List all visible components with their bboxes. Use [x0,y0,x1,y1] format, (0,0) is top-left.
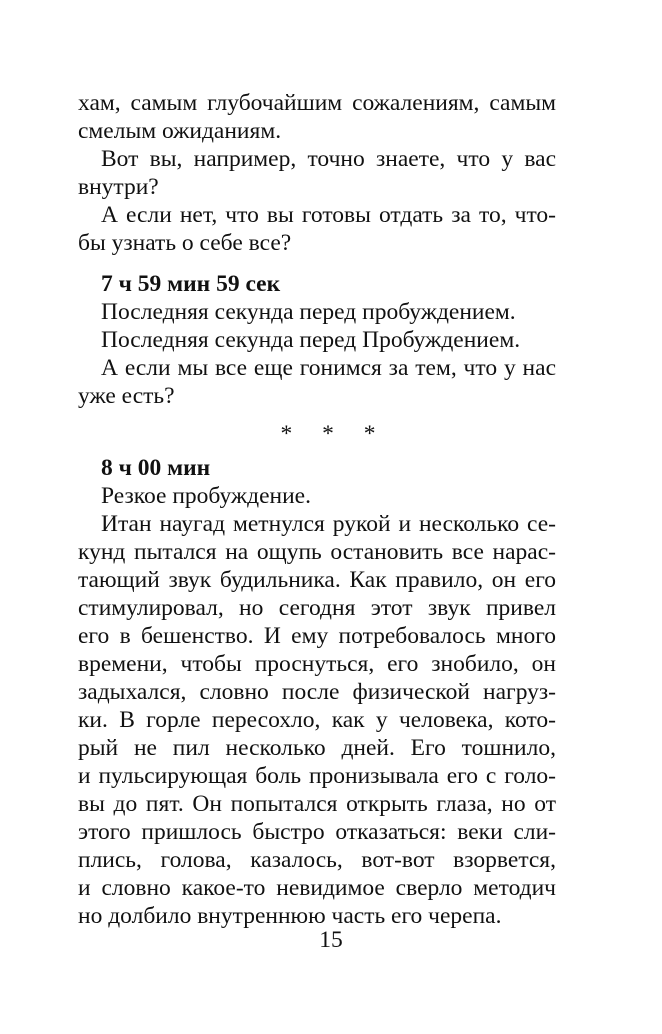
text-line: А если мы все еще гонимся за тем, что у нас [101,355,556,381]
text-line: Резкое пробуждение. [101,483,311,509]
text-line: времени, чтобы проснуться, его знобило, он [78,651,556,677]
text-line: Последняя секунда перед пробуждением. [101,299,516,325]
section-separator: * * * [280,421,388,447]
text-line: плись, голова, казалось, вот-вот взорвется, [78,847,556,873]
text-line: Вот вы, например, точно знаете, что у вас [101,146,556,172]
text-line: вы до пят. Он попытался открыть глаза, но от [78,791,556,817]
text-line: стимулировал, но сегодня этот звук привел [78,595,556,621]
text-line: кунд пытался на ощупь остановить все нарас- [78,539,556,565]
section-heading: 7 ч 59 мин 59 сек [101,271,281,297]
text-line: бы узнать о себе все? [78,230,292,256]
text-line: этого пришлось быстро отказаться: веки сли- [78,819,556,845]
section-heading: 8 ч 00 мин [101,455,211,481]
text-line: и словно какое-то невидимое сверло методич [78,875,556,901]
text-line: А если нет, что вы готовы отдать за то, что- [101,202,556,228]
text-line: ки. В горле пересохло, как у человека, кото- [78,707,556,733]
text-line: но долбило внутреннюю часть его черепа. [78,903,502,929]
text-line: Итан наугад метнулся рукой и несколько се- [101,511,556,537]
text-line: хам, самым глубочайшим сожалениям, самым [78,90,556,116]
page-number: 15 [319,927,343,953]
text-line: задыхался, словно после физической нагруз- [78,679,556,705]
text-line: и пульсирующая боль пронизывала его с голо- [78,763,556,789]
text-line: смелым ожиданиям. [78,118,282,144]
text-line: его в бешенство. И ему потребовалось много [78,623,556,649]
text-line: уже есть? [78,383,175,409]
text-line: Последняя секунда перед Пробуждением. [101,327,521,353]
text-line: внутри? [78,174,159,200]
text-line: рый не пил несколько дней. Его тошнило, [78,735,556,761]
text-line: тающий звук будильника. Как правило, он его [78,567,556,593]
